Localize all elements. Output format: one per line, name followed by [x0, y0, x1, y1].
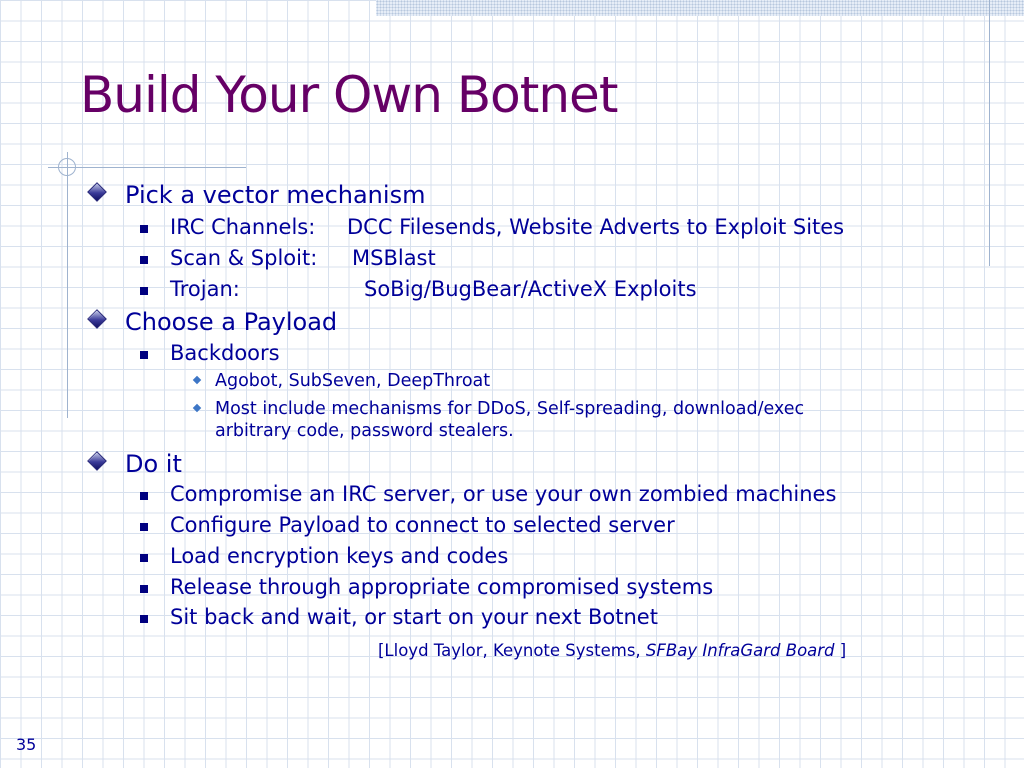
list-item: Load encryption keys and codes [170, 544, 509, 568]
square-bullet-icon [140, 492, 148, 500]
square-bullet-icon [140, 554, 148, 562]
list-item: Configure Payload to connect to selected server [170, 513, 675, 537]
square-bullet-icon [140, 585, 148, 593]
diamond-bullet-icon [89, 453, 106, 470]
small-diamond-bullet-icon [193, 376, 201, 384]
list-item-detail: SoBig/BugBear/ActiveX Exploits [364, 277, 697, 301]
section-heading: Choose a Payload [125, 308, 338, 336]
list-item-detail: MSBlast [352, 246, 436, 270]
section-heading: Pick a vector mechanism [125, 181, 426, 209]
sub-list-item: Agobot, SubSeven, DeepThroat [215, 371, 491, 391]
list-item-label: Trojan: [170, 277, 240, 301]
square-bullet-icon [140, 256, 148, 264]
list-item-label: Scan & Sploit: [170, 246, 318, 270]
square-bullet-icon [140, 615, 148, 623]
sub-list-item: Most include mechanisms for DDoS, Self-spreading, download/exec [215, 399, 805, 419]
list-item: Release through appropriate compromised systems [170, 575, 714, 599]
section-heading: Do it [125, 450, 182, 478]
list-item: Compromise an IRC server, or use your own zombied machines [170, 482, 837, 506]
square-bullet-icon [140, 287, 148, 295]
list-item-detail: DCC Filesends, Website Adverts to Exploit Sites [347, 215, 845, 239]
square-bullet-icon [140, 225, 148, 233]
small-diamond-bullet-icon [193, 404, 201, 412]
list-item-label: IRC Channels: [170, 215, 316, 239]
square-bullet-icon [140, 523, 148, 531]
square-bullet-icon [140, 351, 148, 359]
sub-list-item-continuation: arbitrary code, password stealers. [215, 421, 514, 441]
list-item: Sit back and wait, or start on your next Botnet [170, 605, 658, 629]
page-number: 35 [16, 735, 37, 754]
list-item-label: Backdoors [170, 341, 280, 365]
citation-source: [Lloyd Taylor, Keynote Systems, [378, 641, 646, 660]
diamond-bullet-icon [89, 184, 106, 201]
citation-italic: SFBay InfraGard Board [645, 641, 835, 660]
slide-title: Build Your Own Botnet [80, 66, 618, 124]
diamond-bullet-icon [89, 311, 106, 328]
citation-close: ] [834, 641, 847, 660]
citation [378, 641, 846, 660]
